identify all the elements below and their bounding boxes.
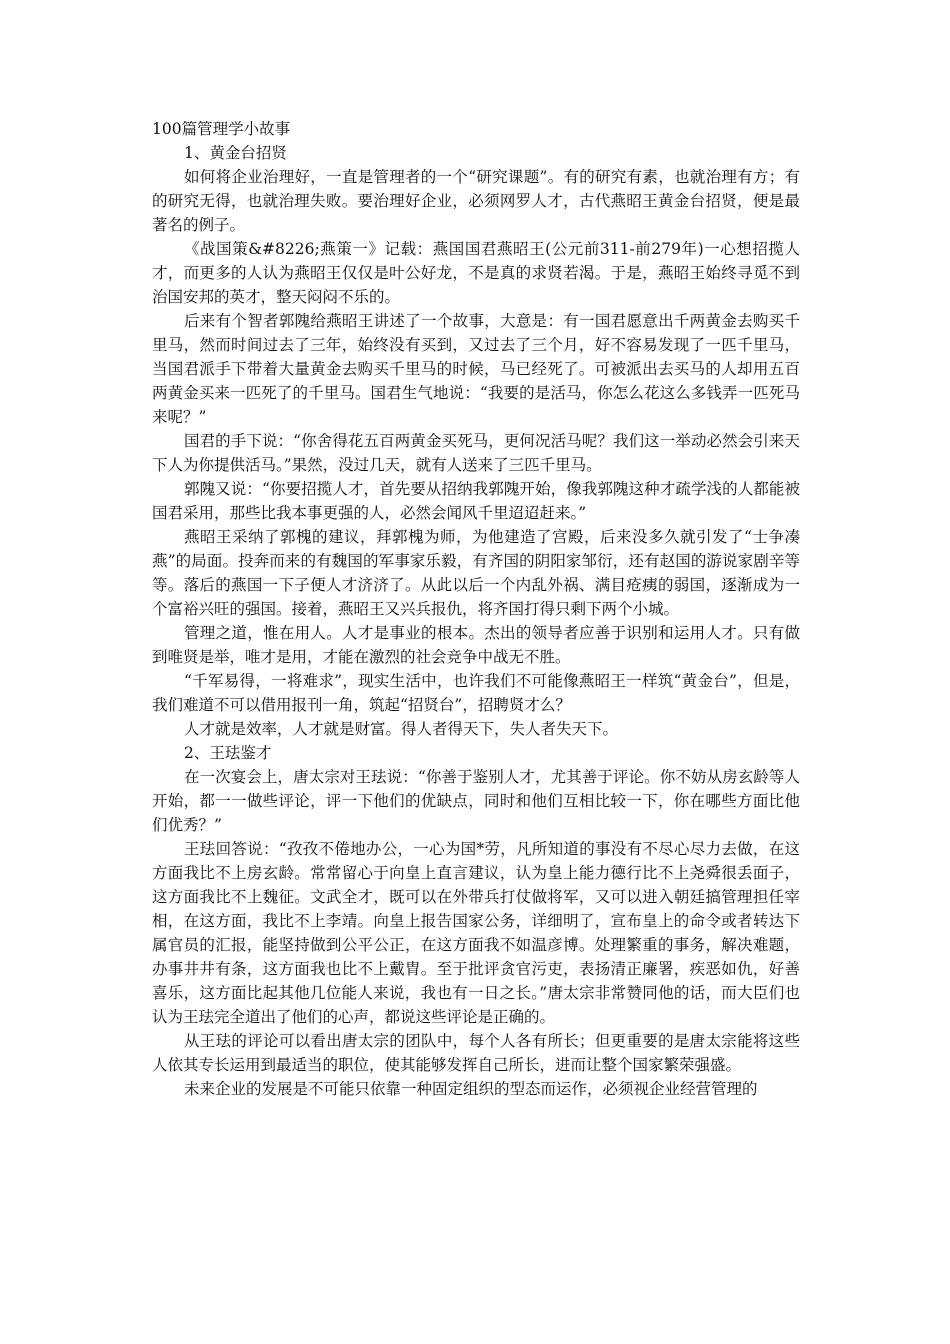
paragraph: 从王珐的评论可以看出唐太宗的团队中，每个人各有所长；但更重要的是唐太宗能将这些人依其专长运用到最适当的职位，使其能够发挥自己所长，进而让整个国家繁荣强盛。 xyxy=(152,1032,800,1074)
paragraph: 人才就是效率，人才就是财富。得人者得天下，失人者失天下。 xyxy=(184,720,619,738)
paragraph: 王珐回答说：“孜孜不倦地办公，一心为国*劳，凡所知道的事没有不尽心尽力去做，在这方面我比不上房玄龄。常常留心于向皇上直言建议，认为皇上能力德行比不上尧舜很丢面子，这方面我比不上魏征。文武全才，既可以在外带兵打仗做将军，又可以进入朝廷搞管理担任宰相，在这方面，我比不上李靖。向皇上报告国家公务，详细明了，宣布皇上的命令或者转达下属官员的汇报，能坚持做到公平公正，在这方面我不如温彦博。处理繁重的事务，解决难题，办事井井有条，这方面我也比不上戴胄。至于批评贪官污吏，表扬清正廉署，疾恶如仇，好善喜乐，这方面比起其他几位能人来说，我也有一日之长。”唐太宗非常赞同他的话，而大臣们也认为王珐完全道出了他们的心声，都说这些评论是正确的。 xyxy=(152,840,800,1026)
paragraph: 在一次宴会上，唐太宗对王珐说：“你善于鉴别人才，尤其善于评论。你不妨从房玄龄等人开始，都一一做些评论，评一下他们的优缺点，同时和他们互相比较一下，你在哪些方面比他们优秀？” xyxy=(152,768,800,834)
paragraph: 如何将企业治理好，一直是管理者的一个“研究课题”。有的研究有素，也就治理有方；有的研究无得，也就治理失败。要治理好企业，必须网罗人才，古代燕昭王黄金台招贤，便是最著名的例子。 xyxy=(152,168,800,234)
paragraph: 未来企业的发展是不可能只依靠一种固定组织的型态而运作，必须视企业经营管理的 xyxy=(184,1080,758,1098)
paragraph: 郭隗又说：“你要招揽人才，首先要从招纳我郭隗开始，像我郭隗这种才疏学浅的人都能被国君采用，那些比我本事更强的人，必然会闻风千里迢迢赶来。” xyxy=(152,480,800,522)
paragraph: 国君的手下说：“你舍得花五百两黄金买死马，更何况活马呢？我们这一举动必然会引来天下人为你提供活马。”果然，没过几天，就有人送来了三匹千里马。 xyxy=(152,432,800,474)
paragraph: 燕昭王采纳了郭槐的建议，拜郭槐为师，为他建造了宫殿，后来没多久就引发了“士争凑燕”的局面。投奔而来的有魏国的军事家乐毅，有齐国的阴阳家邹衍，还有赵国的游说家剧辛等等。落后的燕国一下子便人才济济了。从此以后一个内乱外祸、满目疮痍的弱国，逐渐成为一个富裕兴旺的强国。接着，燕昭王又兴兵报仇，将齐国打得只剩下两个小城。 xyxy=(152,528,800,618)
paragraph: 后来有个智者郭隗给燕昭王讲述了一个故事，大意是：有一国君愿意出千两黄金去购买千里马，然而时间过去了三年，始终没有买到，又过去了三个月，好不容易发现了一匹千里马，当国君派手下带着大量黄金去购买千里马的时候，马已经死了。可被派出去买马的人却用五百两黄金买来一匹死了的千里马。国君生气地说：“我要的是活马，你怎么花这么多钱弄一匹死马来呢？” xyxy=(152,312,800,426)
section-heading-2: 2、王珐鉴才 xyxy=(184,744,272,762)
paragraph: 《战国策&#8226;燕策一》记载：燕国国君燕昭王(公元前311-前279年)一心想招揽人才，而更多的人认为燕昭王仅仅是叶公好龙，不是真的求贤若渴。于是，燕昭王始终寻觅不到治国安邦的英才，整天闷闷不乐的。 xyxy=(152,240,800,306)
document-body xyxy=(152,117,800,1101)
document-title: 100篇管理学小故事 xyxy=(152,120,291,138)
paragraph: “千军易得，一将难求”，现实生活中，也许我们不可能像燕昭王一样筑“黄金台”，但是，我们难道不可以借用报刊一角，筑起“招贤台”，招聘贤才么？ xyxy=(152,672,800,714)
paragraph: 管理之道，惟在用人。人才是事业的根本。杰出的领导者应善于识别和运用人才。只有做到唯贤是举，唯才是用，才能在激烈的社会竞争中战无不胜。 xyxy=(152,624,800,666)
section-heading-1: 1、黄金台招贤 xyxy=(184,144,287,162)
